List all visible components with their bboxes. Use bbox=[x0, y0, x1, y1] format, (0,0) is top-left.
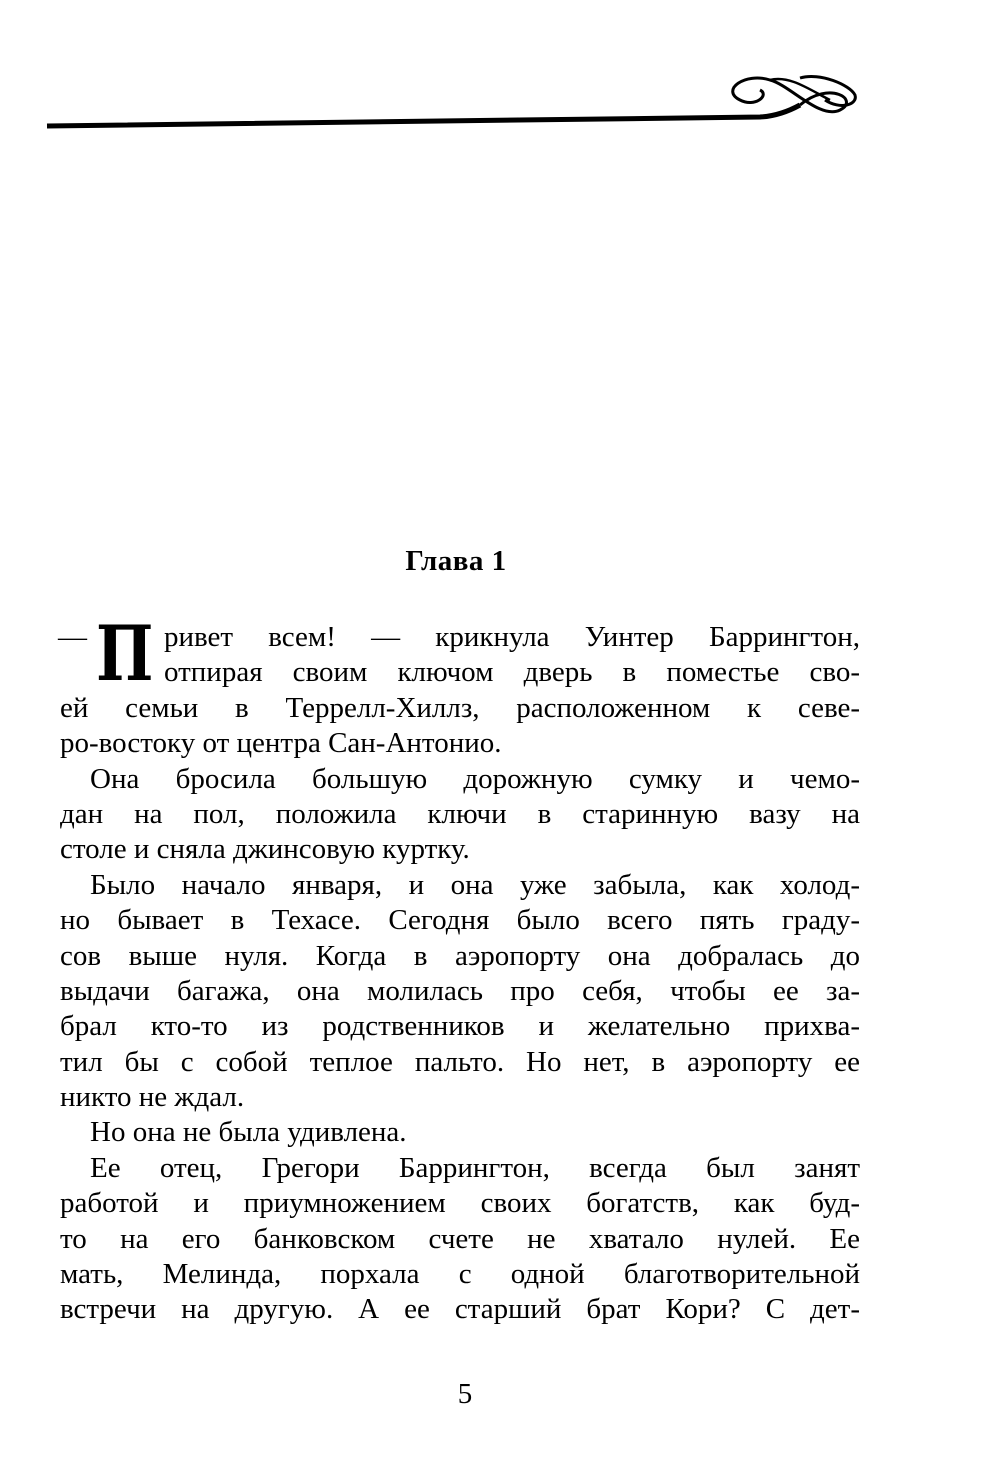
text-line: то на его банковском счете не хватало нулей. Ее bbox=[60, 1222, 860, 1255]
text-line: Ее отец, Грегори Баррингтон, всегда был занят bbox=[90, 1151, 860, 1184]
text-line: никто не ждал. bbox=[60, 1081, 245, 1114]
text-line: но бывает в Техасе. Сегодня было всего пять граду- bbox=[60, 904, 860, 937]
text-line: мать, Мелинда, порхала с одной благотворительной bbox=[60, 1258, 860, 1291]
text-line: ей семьи в Террелл-Хиллз, расположенном к севе- bbox=[60, 691, 860, 724]
text-line: Но она не была удивлена. bbox=[90, 1116, 407, 1149]
text-line: сов выше нуля. Когда в аэропорту она добралась до bbox=[60, 939, 860, 972]
text-line: работой и приумножением своих богатств, как буд- bbox=[60, 1187, 860, 1220]
chapter-text bbox=[60, 609, 860, 1328]
text-line: брал кто-то из родственников и желательно прихва- bbox=[60, 1010, 860, 1043]
text-line: отпирая своим ключом дверь в поместье сво- bbox=[164, 656, 860, 689]
text-line: выдачи багажа, она молилась про себя, чтобы ее за- bbox=[60, 974, 860, 1007]
text-line: встречи на другую. А ее старший брат Кори? С дет- bbox=[60, 1293, 860, 1326]
text-line: ро-востоку от центра Сан-Антонио. bbox=[60, 727, 502, 760]
page-number: 5 bbox=[457, 1378, 473, 1410]
opening-dash: — bbox=[58, 621, 87, 653]
text-line: тил бы с собой теплое пальто. Но нет, в аэропорту ее bbox=[60, 1045, 860, 1078]
text-line: дан на пол, положила ключи в старинную вазу на bbox=[60, 797, 860, 830]
text-line: столе и сняла джинсовую куртку. bbox=[60, 833, 470, 866]
text-line: Она бросила большую дорожную сумку и чемо- bbox=[90, 762, 860, 795]
text-line: Было начало января, и она уже забыла, как холод- bbox=[90, 868, 860, 901]
header-rule-ornament bbox=[0, 0, 1000, 140]
text-line: ривет всем! — крикнула Уинтер Баррингтон, bbox=[164, 621, 860, 653]
drop-cap: П bbox=[96, 609, 154, 698]
chapter-heading: Глава 1 bbox=[405, 545, 507, 577]
